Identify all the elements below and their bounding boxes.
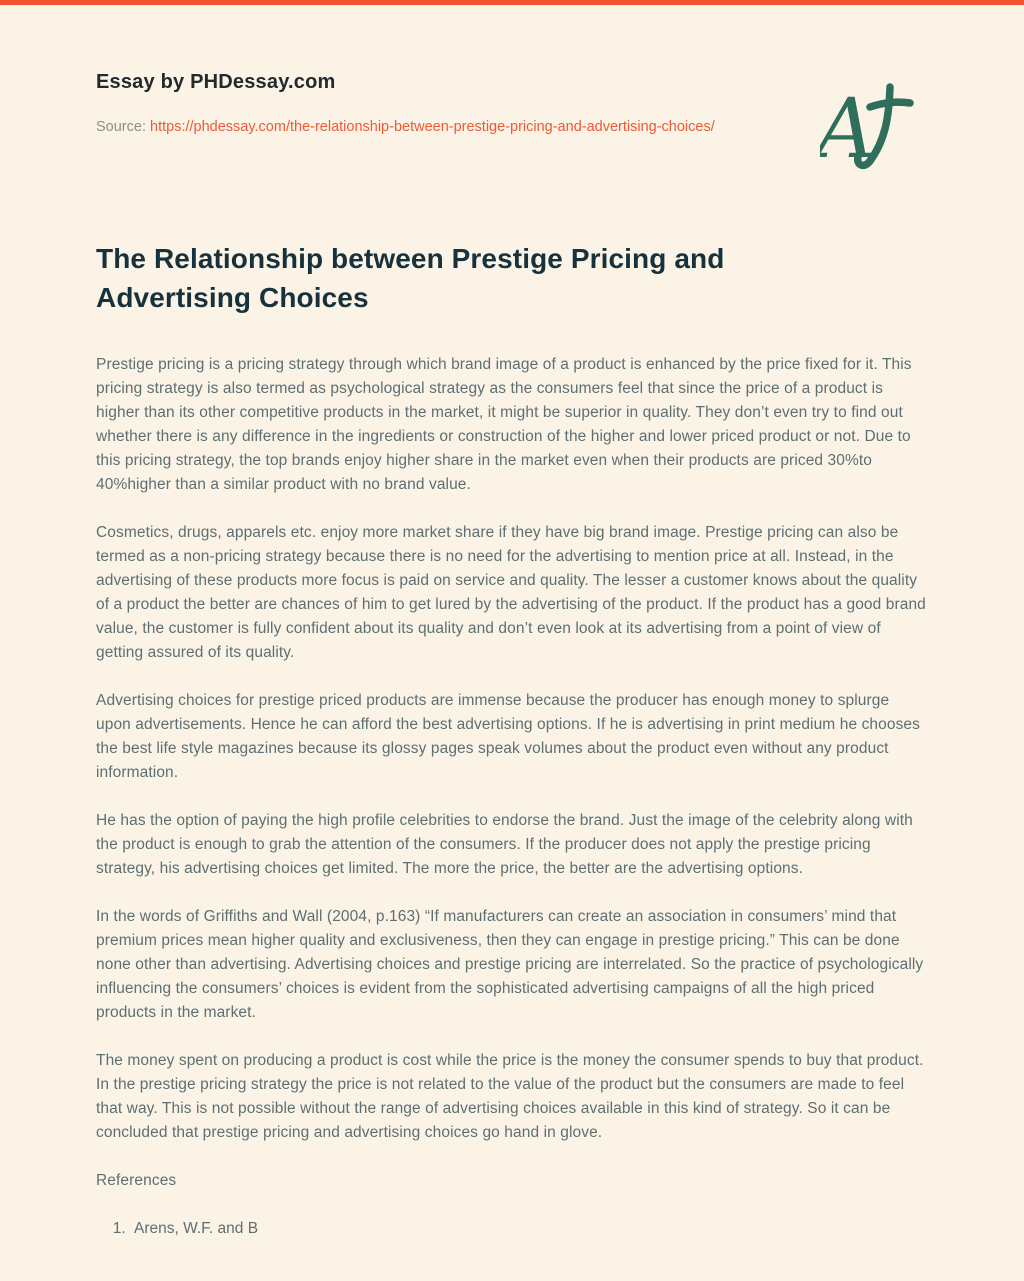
- reference-item: 1. Arens, W.F. and B: [130, 1217, 928, 1241]
- source-url-link[interactable]: https://phdessay.com/the-relationship-between-prestige-pricing-and-advertising-choices/: [150, 119, 715, 135]
- references-heading: References: [96, 1172, 177, 1190]
- essay-paragraph: He has the option of paying the high profile celebrities to endorse the brand. Just the image of the celebrity along with the product is enough to grab the attention of the consumers. If the producer does not apply the prestige pricing strategy, his advertising choices get limited. The more the price, the better are the advertising options.: [96, 812, 913, 878]
- phdessay-logo-icon: [820, 81, 916, 181]
- essay-page: [0, 5, 1024, 1281]
- source-line: [96, 116, 796, 140]
- references-list: [96, 1217, 928, 1241]
- essay-body: [96, 353, 928, 1241]
- byline: Essay by PHDessay.com: [96, 71, 336, 93]
- essay-paragraph: The money spent on producing a product is cost while the price is the money the consumer spends to buy that product. In the prestige pricing strategy the price is not related to the value of the product but the consumers are made to feel that way. This is not possible without the range of advertising choices available in this kind of strategy. So it can be concluded that prestige pricing and advertising choices go hand in glove.: [96, 1052, 924, 1142]
- page-header: [96, 71, 928, 181]
- essay-paragraph: Prestige pricing is a pricing strategy through which brand image of a product is enhanced by the price fixed for it. This pricing strategy is also termed as psychological strategy as the consumers feel that since the price of a product is higher than its other competitive products in the market, it might be superior in quality. They don’t even try to find out whether there is any difference in the ingredients or construction of the higher and lower priced product or not. Due to this pricing strategy, the top brands enjoy higher share in the market even when their products are priced 30%to 40%higher than a similar product with no brand value.: [96, 356, 912, 494]
- essay-paragraph: In the words of Griffiths and Wall (2004, p.163) “If manufacturers can create an association in consumers’ mind that premium prices mean higher quality and exclusiveness, then they can engage in prestige pricing.” This can be done none other than advertising. Advertising choices and prestige pricing are interrelated. So the practice of psychologically influencing the consumers’ choices is evident from the sophisticated advertising campaigns of all the high priced products in the market.: [96, 908, 924, 1022]
- source-label: Source:: [96, 119, 146, 135]
- essay-paragraph: Advertising choices for prestige priced products are immense because the producer has enough money to splurge upon advertisements. Hence he can afford the best advertising options. If he is advertising in print medium he chooses the best life style magazines because its glossy pages speak volumes about the product even without any product information.: [96, 692, 921, 782]
- svg-text:A: A: [820, 82, 876, 177]
- essay-paragraph: Cosmetics, drugs, apparels etc. enjoy more market share if they have big brand image. Prestige pricing can also be termed as a non-pricing strategy because there is no need for the advertising to mention price at all. Instead, in the advertising of these products more focus is paid on service and quality. The lesser a customer knows about the quality of a product the better are chances of him to get lured by the advertising of the product. If the product has a good brand value, the customer is fully confident about its quality and don’t even look at its advertising from a point of view of getting assured of its quality.: [96, 524, 926, 662]
- page-title: The Relationship between Prestige Pricing and Advertising Choices: [96, 243, 725, 314]
